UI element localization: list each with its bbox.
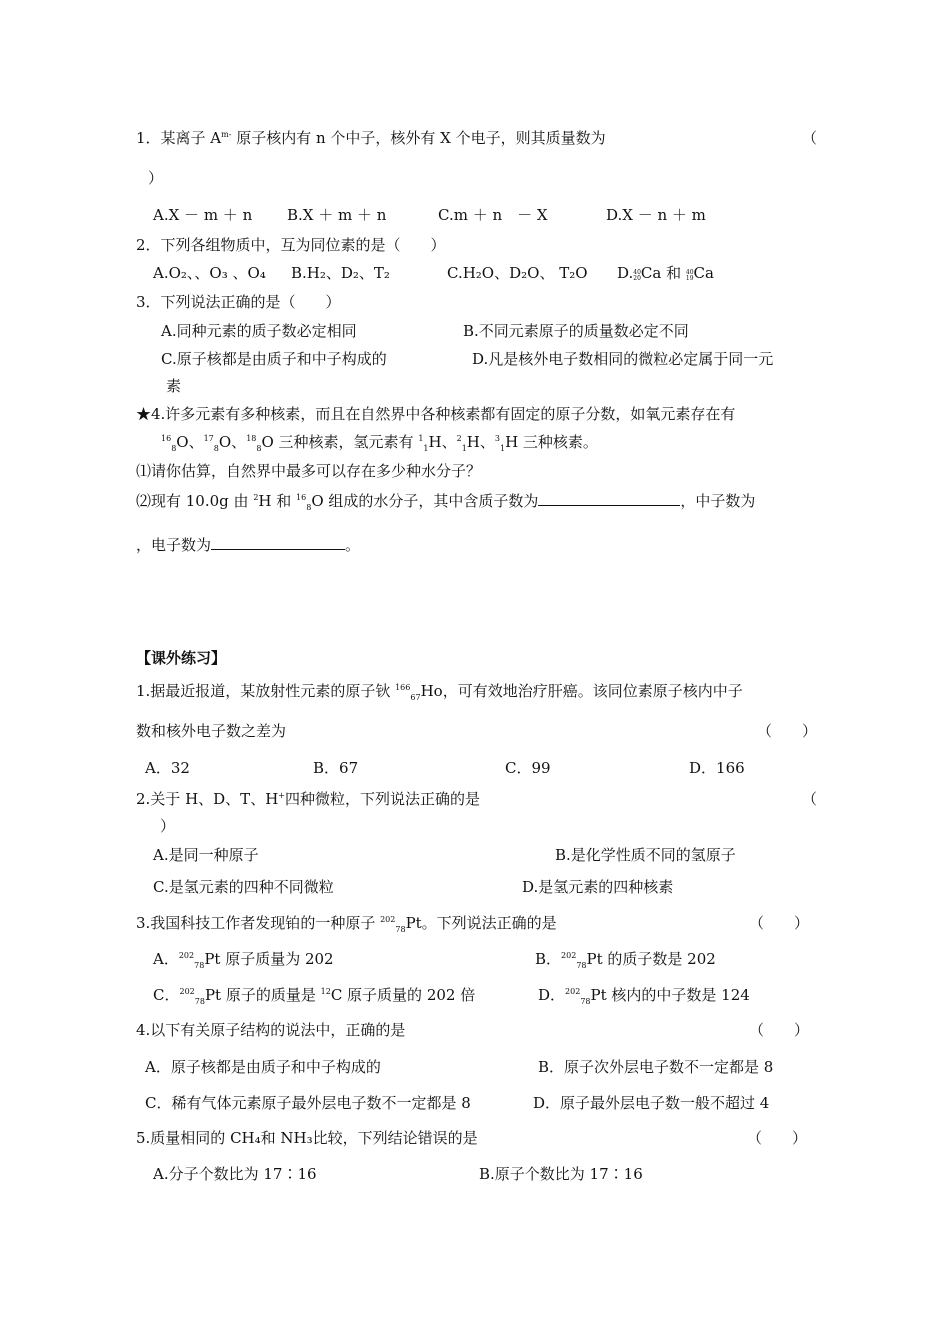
p1-q1-option-c: C.m ＋ n － X: [438, 206, 548, 224]
p2-q4-option-a: A．原子核都是由质子和中子构成的: [145, 1058, 381, 1076]
p1-q3-option-a: A.同种元素的质子数必定相同: [161, 322, 357, 340]
p2-q3-option-a: A．$^{202}_{78}$Pt 原子质量为 202: [153, 950, 334, 970]
p2-q2-stem: 2.关于 H、D、T、H+四种微粒，下列说法正确的是: [136, 790, 480, 808]
p1-q1-paren-open: （: [802, 129, 818, 147]
p2-q3-option-c: C．$^{202}_{78}$Pt 原子的质量是 $^{12}$C 原子质量的 202 倍: [153, 986, 476, 1006]
p1-q1-stem: 1．某离子 $A^{m-}$ 原子核内有 n 个中子，核外有 X 个电子，则其质量数为: [136, 129, 606, 147]
p1-q4-sub2: ⑵现有 10.0g 由 $^2$H 和 $^{16}_8$O 组成的水分子，其中含质子数为 ，中子数为: [136, 492, 756, 512]
p2-q4-stem: 4.以下有关原子结构的说法中，正确的是: [136, 1021, 406, 1039]
p2-q3-option-b: B．$^{202}_{78}$Pt 的质子数是 202: [535, 950, 716, 970]
p2-q1-stem: 1.据最近报道，某放射性元素的原子钬 $^{166}_{67}$Ho，可有效地治疗肝癌。该同位素原子核内中子: [136, 682, 743, 702]
p2-q2-option-d: D.是氢元素的四种核素: [522, 878, 674, 896]
p2-q4-option-b: B．原子次外层电子数不一定都是 8: [538, 1058, 774, 1076]
p1-q1-option-b: B.X ＋ m ＋ n: [287, 206, 387, 224]
p1-q4-sub1: ⑴请你估算，自然界中最多可以存在多少种水分子？: [136, 462, 482, 480]
p1-q3-option-b: B.不同元素原子的质量数必定不同: [463, 322, 689, 340]
p1-q3-stem: 3．下列说法正确的是（ ）: [136, 293, 341, 311]
electron-count-blank[interactable]: [211, 535, 345, 550]
p2-q3-stem: 3.我国科技工作者发现铂的一种原子 $^{202}_{78}$Pt。下列说法正确的是: [136, 914, 557, 934]
p2-q1-stem-cont: 数和核外电子数之差为: [136, 722, 287, 740]
p2-q5-answer-paren: （ ）: [747, 1129, 808, 1147]
p1-q4-sub2-cont: ，电子数为 。: [136, 536, 361, 554]
proton-count-blank[interactable]: [538, 491, 680, 506]
ion-charge: m-: [221, 130, 232, 139]
p2-q2-option-b: B.是化学性质不同的氢原子: [555, 846, 736, 864]
p2-q4-option-c: C．稀有气体元素原子最外层电子数不一定都是 8: [145, 1094, 471, 1112]
p2-q5-stem: 5.质量相同的 CH₄和 NH₃比较，下列结论错误的是: [136, 1129, 478, 1147]
p2-q4-option-d: D．原子最外层电子数一般不超过 4: [533, 1094, 770, 1112]
p2-q3-answer-paren: （ ）: [749, 914, 810, 932]
p2-q2-option-c: C.是氢元素的四种不同微粒: [153, 878, 334, 896]
p2-q5-option-a: A.分子个数比为 17∶16: [153, 1165, 317, 1183]
p2-q1-option-b: B．67: [313, 759, 359, 777]
p1-q2-option-c: C.H₂O、D₂O、 T₂O: [447, 264, 588, 282]
p2-q1-option-c: C．99: [505, 759, 551, 777]
p1-q2-option-b: B.H₂、D₂、T₂: [291, 264, 390, 282]
section-title: 【课外练习】: [136, 649, 227, 667]
p1-q3-option-c: C.原子核都是由质子和中子构成的: [161, 350, 387, 368]
p1-q1-paren-close: ）: [148, 169, 164, 187]
p2-q1-option-a: A．32: [145, 759, 190, 777]
p1-q4-nuclides-line: $^{16}_8$O、$^{17}_8$O、$^{18}_8$O 三种核素，氢元素有 $^1_1$H、$^2_1$H、$^3_1$H 三种核素。: [161, 433, 598, 453]
p2-q1-option-d: D．166: [689, 759, 745, 777]
p1-q4-stem: ★4.许多元素有多种核素，而且在自然界中各种核素都有固定的原子分数，如氧元素存在有: [136, 405, 736, 423]
p1-q2-option-a: A.O₂、、O₃ 、O₄: [153, 264, 266, 282]
p2-q4-answer-paren: （ ）: [749, 1021, 810, 1039]
p1-q3-option-d: D.凡是核外电子数相同的微粒必定属于同一元: [472, 350, 774, 368]
p2-q5-option-b: B.原子个数比为 17∶16: [479, 1165, 643, 1183]
p2-q2-paren-open: （: [802, 790, 818, 808]
p1-q1-option-d: D.X － n ＋ m: [606, 206, 706, 224]
p2-q3-option-d: D．$^{202}_{78}$Pt 核内的中子数是 124: [538, 986, 750, 1006]
p2-q2-option-a: A.是同一种原子: [153, 846, 259, 864]
p1-q2-option-d: D.40 20Ca 和 40 19Ca: [617, 264, 714, 282]
p2-q1-answer-paren: （ ）: [757, 722, 818, 740]
p1-q2-stem: 2．下列各组物质中，互为同位素的是（ ）: [136, 236, 446, 254]
p2-q2-paren-close: ）: [160, 817, 176, 835]
p1-q1-option-a: A.X － m ＋ n: [153, 206, 253, 224]
p1-q3-option-d-cont: 素: [166, 377, 182, 395]
